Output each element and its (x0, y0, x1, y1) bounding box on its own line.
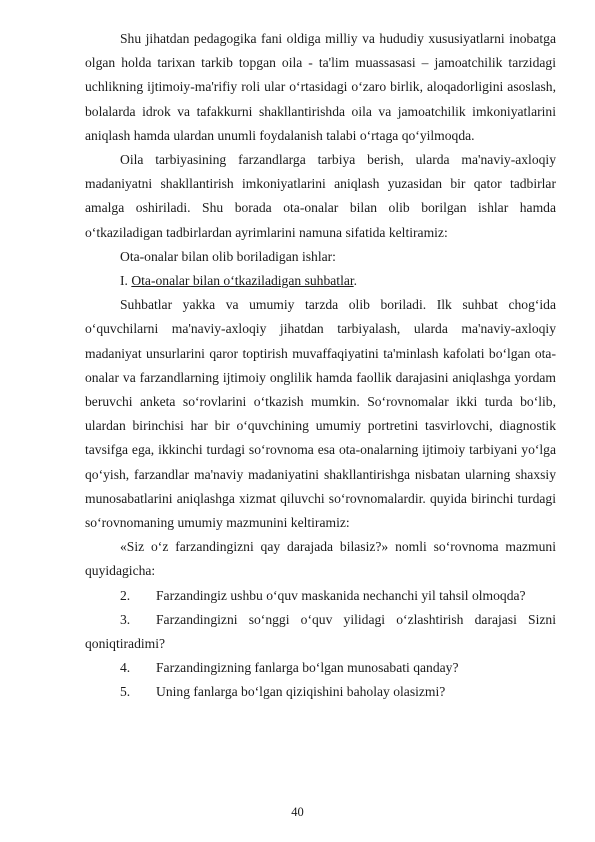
paragraph-3: Ota-onalar bilan olib boriladigan ishlar: (120, 248, 336, 264)
section-number: I. (120, 273, 132, 289)
section-title-underlined: Ota-onalar bilan o‘tkaziladigan suhbatlar (131, 273, 354, 289)
paragraph-2: Oila tarbiyasining farzandlarga tarbiya berish, ularda ma'naviy-axloqiy madaniyatni shakllantirish imkoniyatlarini aniqlash yuzasidan bir qator tadbirlar amalga oshiriladi. Shu borada ota-onalar bilan olib borilgan ishlar hamda o‘tkaziladigan tadbirlardan ayrimlarini namuna sifatida keltiramiz: (85, 152, 556, 240)
list-item (85, 608, 556, 656)
list-item-text: Farzandingizni so‘nggi o‘quv yilidagi o‘zlashtirish darajasi Sizni qoniqtiradimi? (85, 611, 556, 652)
section-heading (85, 269, 556, 293)
list-item-number: 4. (120, 660, 131, 676)
paragraph-5: Suhbatlar yakka va umumiy tarzda olib boriladi. Ilk suhbat chog‘ida o‘quvchilarni ma'naviy-axloqiy jihatdan tarbiyalash, ularda ma'naviy-axloqiy madaniyat unsurlarini qaror toptirish muvaffaqiyatini ta'minlash kafolati bo‘lgan ota-onalar va farzandlarning ijtimoiy onglilik hamda faollik darajasini aniqlashga yordam beruvchi anketa so‘rovlarini o‘tkazish mumkin. So‘rovnomalar ikki turda bo‘lib, ulardan birinchisi har bir o‘quvchining umumiy portretini tasvirlovchi, diagnostik tavsifga ega, ikkinchi turdagi so‘rovnoma esa ota-onalarning ijtimoiy tarbiyani yo‘lga qo‘yish, farzandlar ma'naviy madaniyatini shakllantirishga nisbatan ularning shaxsiy munosabatlarini aniqlashga xizmat qiluvchi so‘rovnomalardir. quyida birinchi turdagi so‘rovnomaning umumiy mazmunini keltiramiz: (85, 297, 556, 531)
list-item (85, 680, 556, 704)
page-number: 40 (291, 805, 304, 819)
list-item-number: 2. (120, 587, 131, 603)
paragraph-6: «Siz o‘z farzandingizni qay darajada bilasiz?» nomli so‘rovnoma mazmuni quyidagicha: (85, 539, 556, 579)
section-title-period: . (353, 273, 358, 289)
list-item-text: Farzandingiz ushbu o‘quv maskanida nechanchi yil tahsil olmoqda? (156, 587, 526, 603)
paragraph-1: Shu jihatdan pedagogika fani oldiga milliy va hududiy xususiyatlarni inobatga olgan holda tarixan tarkib topgan oila - ta'lim muassasasi – jamoatchilik tarzidagi uchlikning ijtimoiy-ma'rifiy roli ular o‘rtasidagi o‘zaro birlik, aloqadorligini asoslash, bolalarda idrok va tafakkurni shakllantirishda oila va jamoatchilik imkoniyatlarini aniqlash hamda ulardan unumli foydalanish talabi o‘rtaga qo‘yilmoqda. (85, 31, 556, 143)
document-body (85, 27, 556, 705)
list-item-number: 3. (120, 611, 131, 627)
list-item-number: 5. (120, 684, 131, 700)
list-item (85, 584, 556, 608)
list-item-text: Farzandingizning fanlarga bo‘lgan munosabati qanday? (156, 660, 459, 676)
list-item (85, 656, 556, 680)
list-item-text: Uning fanlarga bo‘lgan qiziqishini baholay olasizmi? (156, 684, 446, 700)
